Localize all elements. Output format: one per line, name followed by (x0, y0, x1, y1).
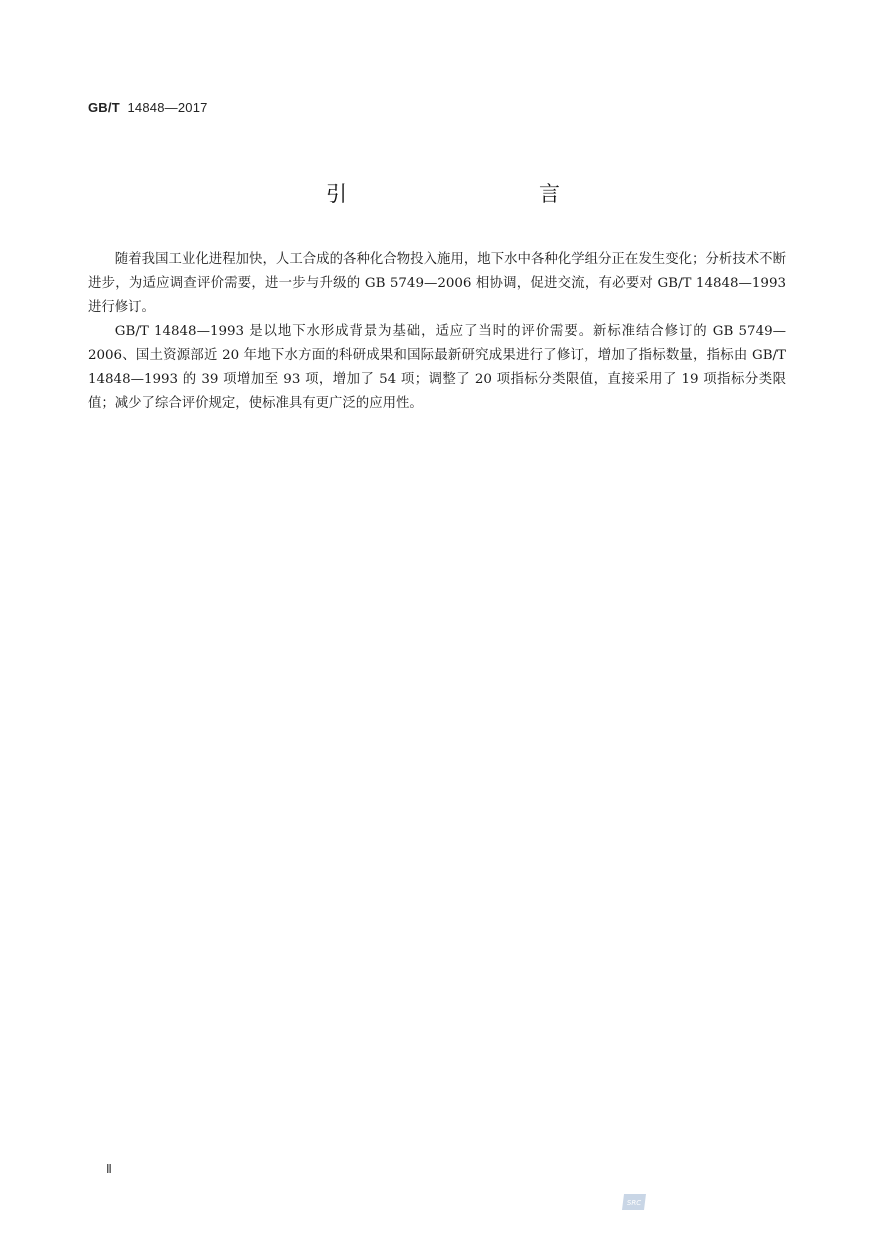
watermark-logo (620, 1192, 648, 1212)
page-number: Ⅱ (106, 1162, 112, 1176)
introduction-body (88, 248, 786, 416)
standard-code-header (88, 100, 208, 115)
standard-prefix: GB/T (88, 100, 120, 115)
paragraph-1: 随着我国工业化进程加快，人工合成的各种化合物投入施用，地下水中各种化学组分正在发生变化；分析技术不断进步，为适应调查评价需要，进一步与升级的 GB 5749—2006 相协调，促进交流，有必要对 GB/T 14848—1993 进行修订。 (88, 252, 786, 315)
standard-number: 14848—2017 (127, 100, 208, 115)
watermark-text: SRC (626, 1199, 642, 1207)
paragraph-2: GB/T 14848—1993 是以地下水形成背景为基础，适应了当时的评价需要。新标准结合修订的 GB 5749—2006、国土资源部近 20 年地下水方面的科研成果和国际最新研究成果进行了修订，增加了指标数量，指标由 GB/T 14848—1993 的 39 项增加至 93 项，增加了 54 项；调整了 20 项指标分类限值，直接采用了 19 项指标分类限值；减少了综合评价规定，使标准具有更广泛的应用性。 (88, 324, 786, 411)
page-title: 引 言 (326, 182, 610, 206)
